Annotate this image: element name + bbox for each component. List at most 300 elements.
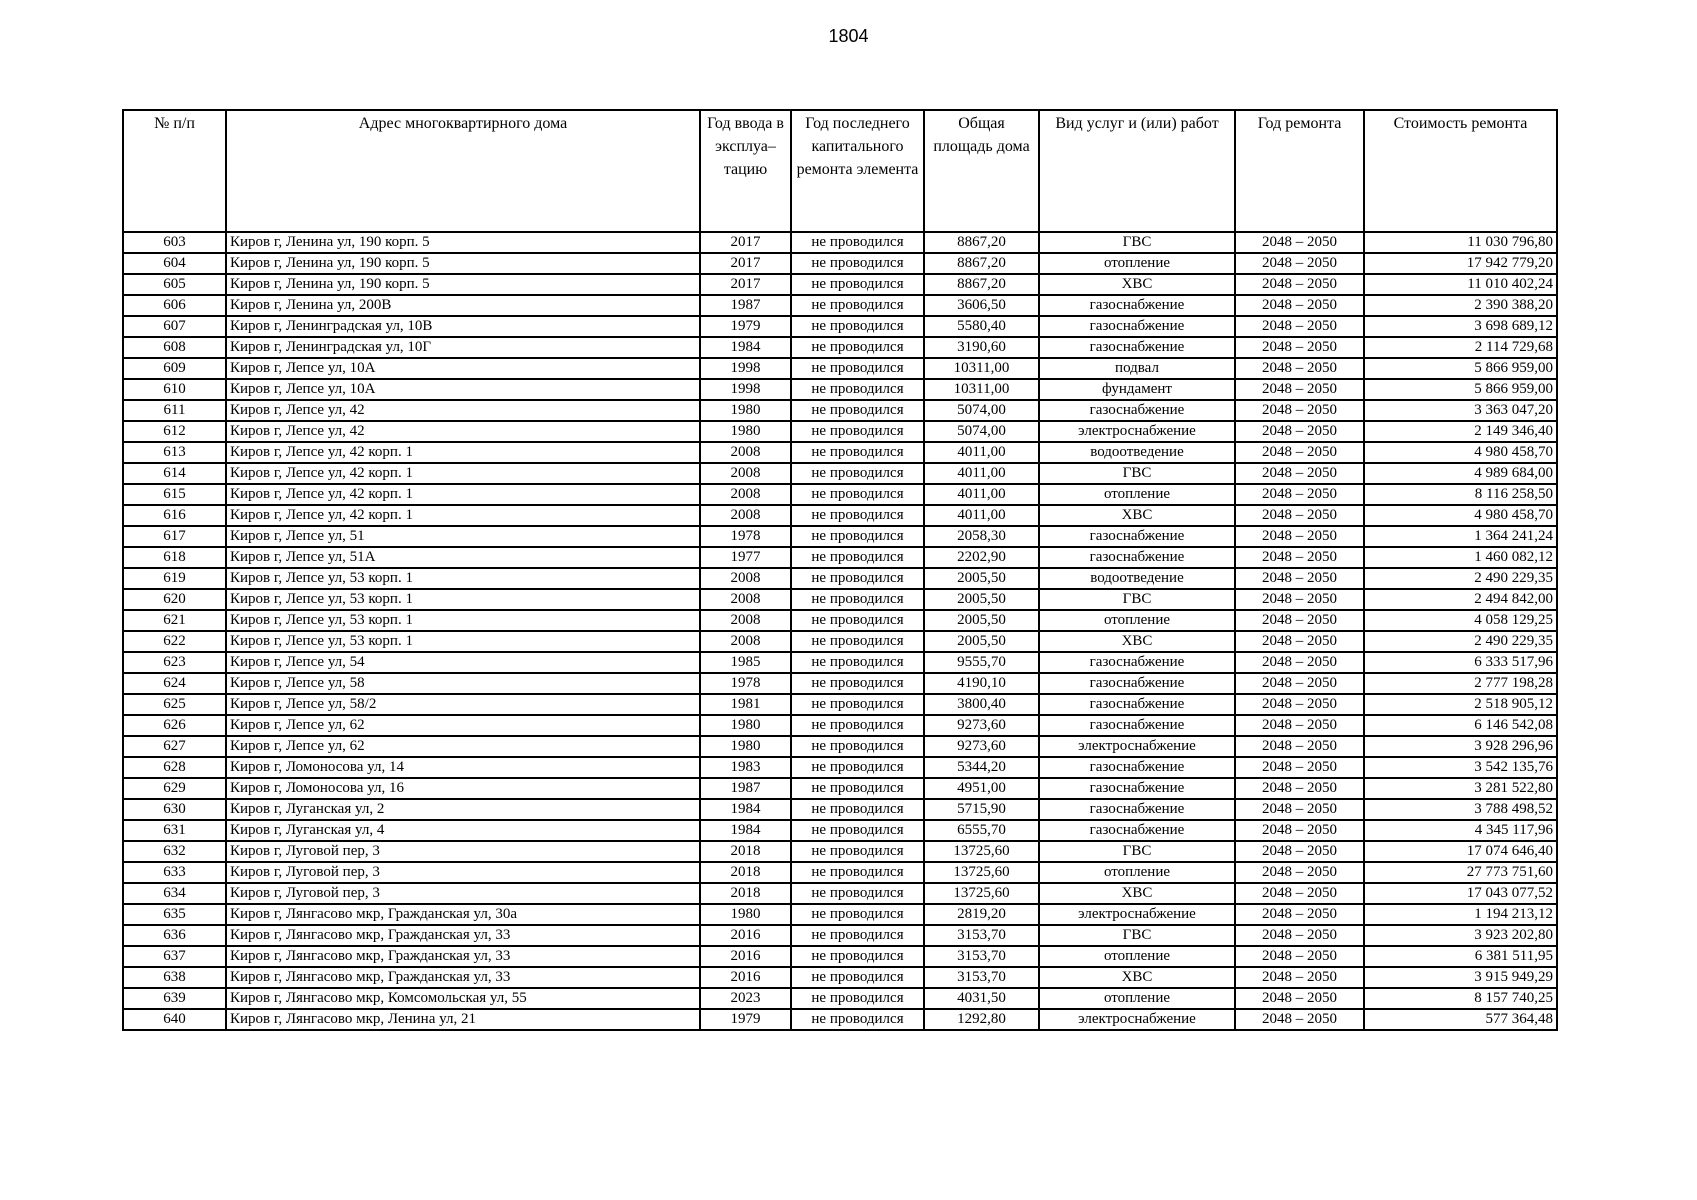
cell-repair-period: 2048 – 2050 <box>1235 421 1364 442</box>
table-row <box>123 673 1557 694</box>
cell-commissioning-year: 2018 <box>700 841 791 862</box>
cell-number: 611 <box>123 400 226 421</box>
cell-repair-period: 2048 – 2050 <box>1235 925 1364 946</box>
cell-service-type: ГВС <box>1039 463 1235 484</box>
cell-service-type: электроснабжение <box>1039 904 1235 925</box>
cell-last-repair-year: не проводился <box>791 736 924 757</box>
cell-repair-cost: 6 146 542,08 <box>1364 715 1557 736</box>
cell-commissioning-year: 2008 <box>700 505 791 526</box>
table-row <box>123 883 1557 904</box>
cell-last-repair-year: не проводился <box>791 631 924 652</box>
cell-number: 624 <box>123 673 226 694</box>
cell-last-repair-year: не проводился <box>791 841 924 862</box>
header-service-type: Вид услуг и (или) работ <box>1039 110 1235 232</box>
cell-number: 635 <box>123 904 226 925</box>
cell-repair-period: 2048 – 2050 <box>1235 442 1364 463</box>
table-row <box>123 631 1557 652</box>
cell-repair-period: 2048 – 2050 <box>1235 673 1364 694</box>
cell-repair-cost: 2 777 198,28 <box>1364 673 1557 694</box>
cell-service-type: электроснабжение <box>1039 736 1235 757</box>
table-row <box>123 253 1557 274</box>
cell-last-repair-year: не проводился <box>791 967 924 988</box>
cell-service-type: ГВС <box>1039 925 1235 946</box>
table-row <box>123 715 1557 736</box>
cell-address: Киров г, Лепсе ул, 53 корп. 1 <box>226 610 700 631</box>
cell-service-type: фундамент <box>1039 379 1235 400</box>
cell-commissioning-year: 2023 <box>700 988 791 1009</box>
cell-address: Киров г, Ленина ул, 190 корп. 5 <box>226 253 700 274</box>
cell-repair-cost: 577 364,48 <box>1364 1009 1557 1030</box>
cell-total-area: 3606,50 <box>924 295 1039 316</box>
cell-repair-period: 2048 – 2050 <box>1235 589 1364 610</box>
cell-repair-period: 2048 – 2050 <box>1235 316 1364 337</box>
cell-repair-cost: 3 542 135,76 <box>1364 757 1557 778</box>
cell-repair-period: 2048 – 2050 <box>1235 253 1364 274</box>
cell-service-type: отопление <box>1039 862 1235 883</box>
cell-service-type: газоснабжение <box>1039 757 1235 778</box>
cell-repair-cost: 2 490 229,35 <box>1364 631 1557 652</box>
cell-number: 616 <box>123 505 226 526</box>
cell-commissioning-year: 1979 <box>700 316 791 337</box>
table-row <box>123 484 1557 505</box>
cell-total-area: 3153,70 <box>924 946 1039 967</box>
cell-service-type: газоснабжение <box>1039 715 1235 736</box>
cell-service-type: отопление <box>1039 988 1235 1009</box>
cell-repair-cost: 4 980 458,70 <box>1364 442 1557 463</box>
table-row <box>123 568 1557 589</box>
cell-service-type: отопление <box>1039 610 1235 631</box>
table-row <box>123 904 1557 925</box>
cell-repair-cost: 5 866 959,00 <box>1364 379 1557 400</box>
cell-service-type: ХВС <box>1039 967 1235 988</box>
table-row <box>123 526 1557 547</box>
cell-total-area: 2819,20 <box>924 904 1039 925</box>
cell-commissioning-year: 1984 <box>700 820 791 841</box>
table-body <box>123 232 1557 1030</box>
cell-repair-period: 2048 – 2050 <box>1235 883 1364 904</box>
cell-repair-period: 2048 – 2050 <box>1235 631 1364 652</box>
cell-repair-period: 2048 – 2050 <box>1235 778 1364 799</box>
cell-last-repair-year: не проводился <box>791 715 924 736</box>
cell-service-type: водоотведение <box>1039 568 1235 589</box>
cell-address: Киров г, Лепсе ул, 53 корп. 1 <box>226 631 700 652</box>
table-row <box>123 862 1557 883</box>
cell-service-type: отопление <box>1039 484 1235 505</box>
cell-address: Киров г, Лепсе ул, 58 <box>226 673 700 694</box>
cell-repair-cost: 2 149 346,40 <box>1364 421 1557 442</box>
cell-repair-period: 2048 – 2050 <box>1235 841 1364 862</box>
cell-number: 608 <box>123 337 226 358</box>
cell-total-area: 13725,60 <box>924 883 1039 904</box>
table-row <box>123 337 1557 358</box>
cell-address: Киров г, Лянгасово мкр, Комсомольская ул, 55 <box>226 988 700 1009</box>
cell-commissioning-year: 2008 <box>700 484 791 505</box>
cell-service-type: ХВС <box>1039 631 1235 652</box>
cell-last-repair-year: не проводился <box>791 463 924 484</box>
cell-total-area: 5715,90 <box>924 799 1039 820</box>
table-row <box>123 967 1557 988</box>
cell-repair-cost: 3 928 296,96 <box>1364 736 1557 757</box>
cell-repair-period: 2048 – 2050 <box>1235 610 1364 631</box>
cell-number: 619 <box>123 568 226 589</box>
cell-number: 639 <box>123 988 226 1009</box>
cell-last-repair-year: не проводился <box>791 358 924 379</box>
cell-commissioning-year: 1980 <box>700 715 791 736</box>
cell-number: 625 <box>123 694 226 715</box>
cell-number: 621 <box>123 610 226 631</box>
cell-last-repair-year: не проводился <box>791 442 924 463</box>
cell-last-repair-year: не проводился <box>791 925 924 946</box>
cell-last-repair-year: не проводился <box>791 904 924 925</box>
cell-commissioning-year: 1980 <box>700 904 791 925</box>
cell-address: Киров г, Луганская ул, 2 <box>226 799 700 820</box>
cell-address: Киров г, Лепсе ул, 62 <box>226 736 700 757</box>
cell-repair-period: 2048 – 2050 <box>1235 274 1364 295</box>
cell-service-type: газоснабжение <box>1039 337 1235 358</box>
cell-total-area: 10311,00 <box>924 358 1039 379</box>
cell-last-repair-year: не проводился <box>791 694 924 715</box>
cell-commissioning-year: 2016 <box>700 925 791 946</box>
cell-address: Киров г, Ломоносова ул, 16 <box>226 778 700 799</box>
cell-service-type: газоснабжение <box>1039 673 1235 694</box>
cell-total-area: 4011,00 <box>924 505 1039 526</box>
cell-number: 633 <box>123 862 226 883</box>
cell-total-area: 13725,60 <box>924 862 1039 883</box>
cell-address: Киров г, Луговой пер, 3 <box>226 883 700 904</box>
table-row <box>123 694 1557 715</box>
cell-number: 618 <box>123 547 226 568</box>
table-row <box>123 400 1557 421</box>
table-row <box>123 316 1557 337</box>
cell-total-area: 3800,40 <box>924 694 1039 715</box>
cell-total-area: 2005,50 <box>924 610 1039 631</box>
cell-service-type: ХВС <box>1039 883 1235 904</box>
cell-service-type: отопление <box>1039 946 1235 967</box>
cell-last-repair-year: не проводился <box>791 337 924 358</box>
cell-repair-cost: 3 281 522,80 <box>1364 778 1557 799</box>
cell-last-repair-year: не проводился <box>791 316 924 337</box>
cell-last-repair-year: не проводился <box>791 253 924 274</box>
cell-address: Киров г, Луганская ул, 4 <box>226 820 700 841</box>
cell-repair-period: 2048 – 2050 <box>1235 946 1364 967</box>
cell-total-area: 5344,20 <box>924 757 1039 778</box>
header-address: Адрес многоквартирного дома <box>226 110 700 232</box>
cell-repair-cost: 17 074 646,40 <box>1364 841 1557 862</box>
table-row <box>123 736 1557 757</box>
cell-repair-cost: 4 058 129,25 <box>1364 610 1557 631</box>
cell-repair-cost: 2 114 729,68 <box>1364 337 1557 358</box>
cell-repair-cost: 2 518 905,12 <box>1364 694 1557 715</box>
cell-address: Киров г, Луговой пер, 3 <box>226 862 700 883</box>
cell-repair-cost: 6 333 517,96 <box>1364 652 1557 673</box>
cell-total-area: 2005,50 <box>924 631 1039 652</box>
cell-repair-period: 2048 – 2050 <box>1235 652 1364 673</box>
table-row <box>123 1009 1557 1030</box>
cell-last-repair-year: не проводился <box>791 421 924 442</box>
cell-commissioning-year: 1984 <box>700 799 791 820</box>
cell-repair-period: 2048 – 2050 <box>1235 484 1364 505</box>
cell-number: 606 <box>123 295 226 316</box>
cell-commissioning-year: 1987 <box>700 778 791 799</box>
cell-repair-cost: 1 364 241,24 <box>1364 526 1557 547</box>
cell-repair-period: 2048 – 2050 <box>1235 799 1364 820</box>
cell-service-type: газоснабжение <box>1039 799 1235 820</box>
table-row <box>123 358 1557 379</box>
cell-repair-cost: 6 381 511,95 <box>1364 946 1557 967</box>
cell-service-type: подвал <box>1039 358 1235 379</box>
cell-commissioning-year: 1979 <box>700 1009 791 1030</box>
cell-commissioning-year: 1998 <box>700 379 791 400</box>
cell-last-repair-year: не проводился <box>791 505 924 526</box>
cell-last-repair-year: не проводился <box>791 862 924 883</box>
cell-last-repair-year: не проводился <box>791 799 924 820</box>
cell-repair-period: 2048 – 2050 <box>1235 1009 1364 1030</box>
cell-repair-cost: 4 345 117,96 <box>1364 820 1557 841</box>
cell-repair-cost: 11 030 796,80 <box>1364 232 1557 253</box>
cell-number: 604 <box>123 253 226 274</box>
cell-number: 613 <box>123 442 226 463</box>
cell-total-area: 8867,20 <box>924 232 1039 253</box>
cell-address: Киров г, Лянгасово мкр, Гражданская ул, 30а <box>226 904 700 925</box>
cell-commissioning-year: 1983 <box>700 757 791 778</box>
cell-last-repair-year: не проводился <box>791 379 924 400</box>
cell-repair-period: 2048 – 2050 <box>1235 295 1364 316</box>
cell-total-area: 3153,70 <box>924 967 1039 988</box>
cell-service-type: газоснабжение <box>1039 295 1235 316</box>
cell-number: 609 <box>123 358 226 379</box>
cell-commissioning-year: 2008 <box>700 589 791 610</box>
cell-last-repair-year: не проводился <box>791 883 924 904</box>
table-row <box>123 589 1557 610</box>
cell-number: 603 <box>123 232 226 253</box>
cell-number: 628 <box>123 757 226 778</box>
cell-total-area: 2202,90 <box>924 547 1039 568</box>
cell-service-type: отопление <box>1039 253 1235 274</box>
header-last-repair-year: Год последнего капитального ремонта элемента <box>791 110 924 232</box>
cell-repair-cost: 1 460 082,12 <box>1364 547 1557 568</box>
cell-total-area: 3190,60 <box>924 337 1039 358</box>
header-total-area: Общая площадь дома <box>924 110 1039 232</box>
cell-repair-cost: 11 010 402,24 <box>1364 274 1557 295</box>
cell-address: Киров г, Лянгасово мкр, Гражданская ул, 33 <box>226 946 700 967</box>
header-repair-cost: Стоимость ремонта <box>1364 110 1557 232</box>
cell-repair-cost: 1 194 213,12 <box>1364 904 1557 925</box>
cell-commissioning-year: 2017 <box>700 274 791 295</box>
table-row <box>123 778 1557 799</box>
cell-repair-cost: 17 043 077,52 <box>1364 883 1557 904</box>
cell-repair-cost: 2 390 388,20 <box>1364 295 1557 316</box>
table-row <box>123 610 1557 631</box>
cell-address: Киров г, Ленина ул, 190 корп. 5 <box>226 232 700 253</box>
cell-commissioning-year: 2018 <box>700 862 791 883</box>
cell-repair-cost: 3 915 949,29 <box>1364 967 1557 988</box>
cell-service-type: газоснабжение <box>1039 400 1235 421</box>
cell-total-area: 2005,50 <box>924 568 1039 589</box>
cell-commissioning-year: 1980 <box>700 421 791 442</box>
cell-total-area: 4011,00 <box>924 442 1039 463</box>
cell-repair-period: 2048 – 2050 <box>1235 904 1364 925</box>
cell-number: 605 <box>123 274 226 295</box>
cell-total-area: 10311,00 <box>924 379 1039 400</box>
cell-service-type: ХВС <box>1039 505 1235 526</box>
cell-address: Киров г, Лепсе ул, 42 корп. 1 <box>226 484 700 505</box>
cell-total-area: 4031,50 <box>924 988 1039 1009</box>
cell-commissioning-year: 2008 <box>700 442 791 463</box>
cell-service-type: ХВС <box>1039 274 1235 295</box>
cell-total-area: 6555,70 <box>924 820 1039 841</box>
cell-commissioning-year: 1978 <box>700 673 791 694</box>
table-row <box>123 652 1557 673</box>
cell-repair-period: 2048 – 2050 <box>1235 736 1364 757</box>
cell-service-type: газоснабжение <box>1039 526 1235 547</box>
cell-address: Киров г, Лепсе ул, 58/2 <box>226 694 700 715</box>
cell-repair-period: 2048 – 2050 <box>1235 694 1364 715</box>
cell-repair-period: 2048 – 2050 <box>1235 820 1364 841</box>
cell-last-repair-year: не проводился <box>791 547 924 568</box>
cell-repair-cost: 3 363 047,20 <box>1364 400 1557 421</box>
cell-number: 632 <box>123 841 226 862</box>
cell-last-repair-year: не проводился <box>791 988 924 1009</box>
cell-repair-period: 2048 – 2050 <box>1235 463 1364 484</box>
cell-address: Киров г, Лянгасово мкр, Ленина ул, 21 <box>226 1009 700 1030</box>
cell-number: 634 <box>123 883 226 904</box>
cell-repair-period: 2048 – 2050 <box>1235 862 1364 883</box>
cell-last-repair-year: не проводился <box>791 526 924 547</box>
cell-repair-period: 2048 – 2050 <box>1235 232 1364 253</box>
header-number: № п/п <box>123 110 226 232</box>
table-row <box>123 841 1557 862</box>
cell-repair-cost: 8 157 740,25 <box>1364 988 1557 1009</box>
table-row <box>123 421 1557 442</box>
table-row <box>123 232 1557 253</box>
cell-address: Киров г, Лепсе ул, 54 <box>226 652 700 673</box>
cell-repair-cost: 4 980 458,70 <box>1364 505 1557 526</box>
cell-commissioning-year: 2016 <box>700 967 791 988</box>
cell-address: Киров г, Лепсе ул, 51 <box>226 526 700 547</box>
cell-total-area: 4190,10 <box>924 673 1039 694</box>
cell-total-area: 9555,70 <box>924 652 1039 673</box>
cell-last-repair-year: не проводился <box>791 757 924 778</box>
cell-number: 614 <box>123 463 226 484</box>
table-row <box>123 946 1557 967</box>
cell-number: 623 <box>123 652 226 673</box>
cell-last-repair-year: не проводился <box>791 1009 924 1030</box>
cell-number: 640 <box>123 1009 226 1030</box>
cell-number: 629 <box>123 778 226 799</box>
table-header-row <box>123 110 1557 232</box>
cell-repair-cost: 2 494 842,00 <box>1364 589 1557 610</box>
table-row <box>123 463 1557 484</box>
cell-address: Киров г, Лепсе ул, 42 <box>226 421 700 442</box>
cell-commissioning-year: 1984 <box>700 337 791 358</box>
cell-total-area: 4011,00 <box>924 484 1039 505</box>
table-row <box>123 925 1557 946</box>
cell-number: 638 <box>123 967 226 988</box>
cell-commissioning-year: 2008 <box>700 463 791 484</box>
cell-number: 607 <box>123 316 226 337</box>
cell-commissioning-year: 1980 <box>700 736 791 757</box>
cell-service-type: газоснабжение <box>1039 547 1235 568</box>
cell-address: Киров г, Ленинградская ул, 10Г <box>226 337 700 358</box>
cell-last-repair-year: не проводился <box>791 274 924 295</box>
cell-address: Киров г, Ленина ул, 200В <box>226 295 700 316</box>
cell-address: Киров г, Лепсе ул, 42 корп. 1 <box>226 442 700 463</box>
cell-address: Киров г, Ленинградская ул, 10В <box>226 316 700 337</box>
cell-total-area: 5580,40 <box>924 316 1039 337</box>
table-row <box>123 547 1557 568</box>
cell-service-type: газоснабжение <box>1039 694 1235 715</box>
cell-total-area: 5074,00 <box>924 400 1039 421</box>
cell-number: 620 <box>123 589 226 610</box>
cell-repair-period: 2048 – 2050 <box>1235 337 1364 358</box>
cell-commissioning-year: 2018 <box>700 883 791 904</box>
cell-commissioning-year: 1985 <box>700 652 791 673</box>
table-row <box>123 442 1557 463</box>
cell-repair-period: 2048 – 2050 <box>1235 715 1364 736</box>
table-row <box>123 379 1557 400</box>
cell-address: Киров г, Лепсе ул, 51А <box>226 547 700 568</box>
cell-number: 617 <box>123 526 226 547</box>
cell-last-repair-year: не проводился <box>791 778 924 799</box>
cell-last-repair-year: не проводился <box>791 484 924 505</box>
cell-commissioning-year: 2008 <box>700 610 791 631</box>
cell-address: Киров г, Лепсе ул, 42 корп. 1 <box>226 505 700 526</box>
cell-repair-period: 2048 – 2050 <box>1235 547 1364 568</box>
table-row <box>123 757 1557 778</box>
cell-last-repair-year: не проводился <box>791 652 924 673</box>
cell-address: Киров г, Лепсе ул, 53 корп. 1 <box>226 589 700 610</box>
table-row <box>123 799 1557 820</box>
cell-repair-period: 2048 – 2050 <box>1235 358 1364 379</box>
cell-repair-period: 2048 – 2050 <box>1235 526 1364 547</box>
cell-address: Киров г, Лянгасово мкр, Гражданская ул, 33 <box>226 967 700 988</box>
cell-total-area: 2058,30 <box>924 526 1039 547</box>
cell-commissioning-year: 2016 <box>700 946 791 967</box>
cell-commissioning-year: 1977 <box>700 547 791 568</box>
cell-service-type: водоотведение <box>1039 442 1235 463</box>
cell-service-type: газоснабжение <box>1039 820 1235 841</box>
cell-address: Киров г, Лепсе ул, 62 <box>226 715 700 736</box>
cell-total-area: 2005,50 <box>924 589 1039 610</box>
cell-total-area: 4951,00 <box>924 778 1039 799</box>
cell-address: Киров г, Лепсе ул, 10А <box>226 358 700 379</box>
cell-last-repair-year: не проводился <box>791 946 924 967</box>
cell-commissioning-year: 1981 <box>700 694 791 715</box>
cell-total-area: 1292,80 <box>924 1009 1039 1030</box>
cell-repair-cost: 2 490 229,35 <box>1364 568 1557 589</box>
cell-repair-cost: 4 989 684,00 <box>1364 463 1557 484</box>
cell-number: 637 <box>123 946 226 967</box>
cell-last-repair-year: не проводился <box>791 673 924 694</box>
cell-repair-period: 2048 – 2050 <box>1235 400 1364 421</box>
cell-commissioning-year: 2008 <box>700 631 791 652</box>
cell-number: 622 <box>123 631 226 652</box>
header-repair-period: Год ремонта <box>1235 110 1364 232</box>
cell-number: 612 <box>123 421 226 442</box>
cell-commissioning-year: 2008 <box>700 568 791 589</box>
page-number: 1804 <box>828 26 869 46</box>
cell-commissioning-year: 1998 <box>700 358 791 379</box>
cell-commissioning-year: 1978 <box>700 526 791 547</box>
cell-last-repair-year: не проводился <box>791 820 924 841</box>
table-row <box>123 274 1557 295</box>
cell-repair-period: 2048 – 2050 <box>1235 505 1364 526</box>
cell-total-area: 9273,60 <box>924 715 1039 736</box>
cell-repair-cost: 3 698 689,12 <box>1364 316 1557 337</box>
cell-service-type: ГВС <box>1039 841 1235 862</box>
table-row <box>123 505 1557 526</box>
table-row <box>123 295 1557 316</box>
